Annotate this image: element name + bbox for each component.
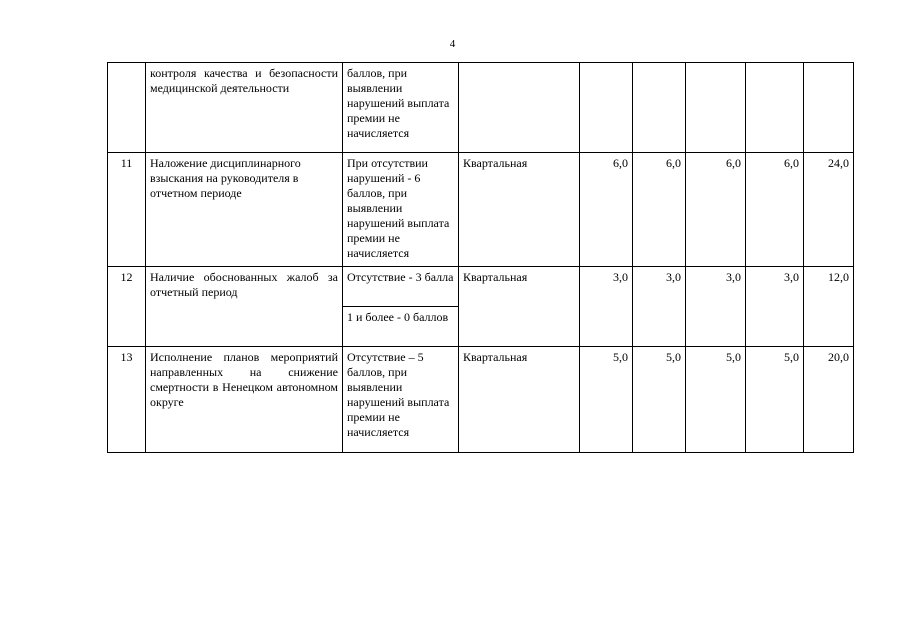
total-cell: 12,0 — [804, 267, 854, 347]
value-cell: 6,0 — [633, 153, 686, 267]
indicators-table — [107, 62, 854, 453]
value-cell: 3,0 — [746, 267, 804, 347]
value-cell: 3,0 — [633, 267, 686, 347]
periodicity-cell: Квартальная — [459, 153, 580, 267]
criterion-cell: Отсутствие - 3 балла — [343, 267, 459, 307]
indicator-cell: контроля качества и безопасности медицинской деятельности — [146, 63, 343, 153]
value-cell: 6,0 — [746, 153, 804, 267]
periodicity-cell: Квартальная — [459, 347, 580, 453]
value-cell: 5,0 — [746, 347, 804, 453]
periodicity-cell: Квартальная — [459, 267, 580, 347]
row-number: 12 — [108, 267, 146, 347]
table-row — [108, 267, 854, 307]
indicator-cell: Исполнение планов мероприятий направленных на снижение смертности в Ненецком автономном округе — [146, 347, 343, 453]
criterion-cell: При отсутствии нарушений - 6 баллов, при выявлении нарушений выплата премии не начисляется — [343, 153, 459, 267]
row-number — [108, 63, 146, 153]
periodicity-cell — [459, 63, 580, 153]
value-cell — [746, 63, 804, 153]
value-cell: 5,0 — [686, 347, 746, 453]
indicator-cell: Наложение дисциплинарного взыскания на руководителя в отчетном периоде — [146, 153, 343, 267]
value-cell: 5,0 — [633, 347, 686, 453]
value-cell: 6,0 — [580, 153, 633, 267]
row-number: 11 — [108, 153, 146, 267]
criterion-cell: Отсутствие – 5 баллов, при выявлении нарушений выплата премии не начисляется — [343, 347, 459, 453]
table-row — [108, 63, 854, 153]
value-cell: 3,0 — [686, 267, 746, 347]
total-cell: 24,0 — [804, 153, 854, 267]
table-row — [108, 347, 854, 453]
indicator-cell: Наличие обоснованных жалоб за отчетный период — [146, 267, 343, 347]
criterion-extra-cell: 1 и более - 0 баллов — [343, 307, 459, 347]
value-cell: 6,0 — [686, 153, 746, 267]
value-cell — [633, 63, 686, 153]
page-number: 4 — [449, 38, 456, 50]
row-number: 13 — [108, 347, 146, 453]
criterion-cell: баллов, при выявлении нарушений выплата премии не начисляется — [343, 63, 459, 153]
total-cell: 20,0 — [804, 347, 854, 453]
total-cell — [804, 63, 854, 153]
value-cell: 3,0 — [580, 267, 633, 347]
table-row — [108, 153, 854, 267]
value-cell — [580, 63, 633, 153]
value-cell — [686, 63, 746, 153]
value-cell: 5,0 — [580, 347, 633, 453]
